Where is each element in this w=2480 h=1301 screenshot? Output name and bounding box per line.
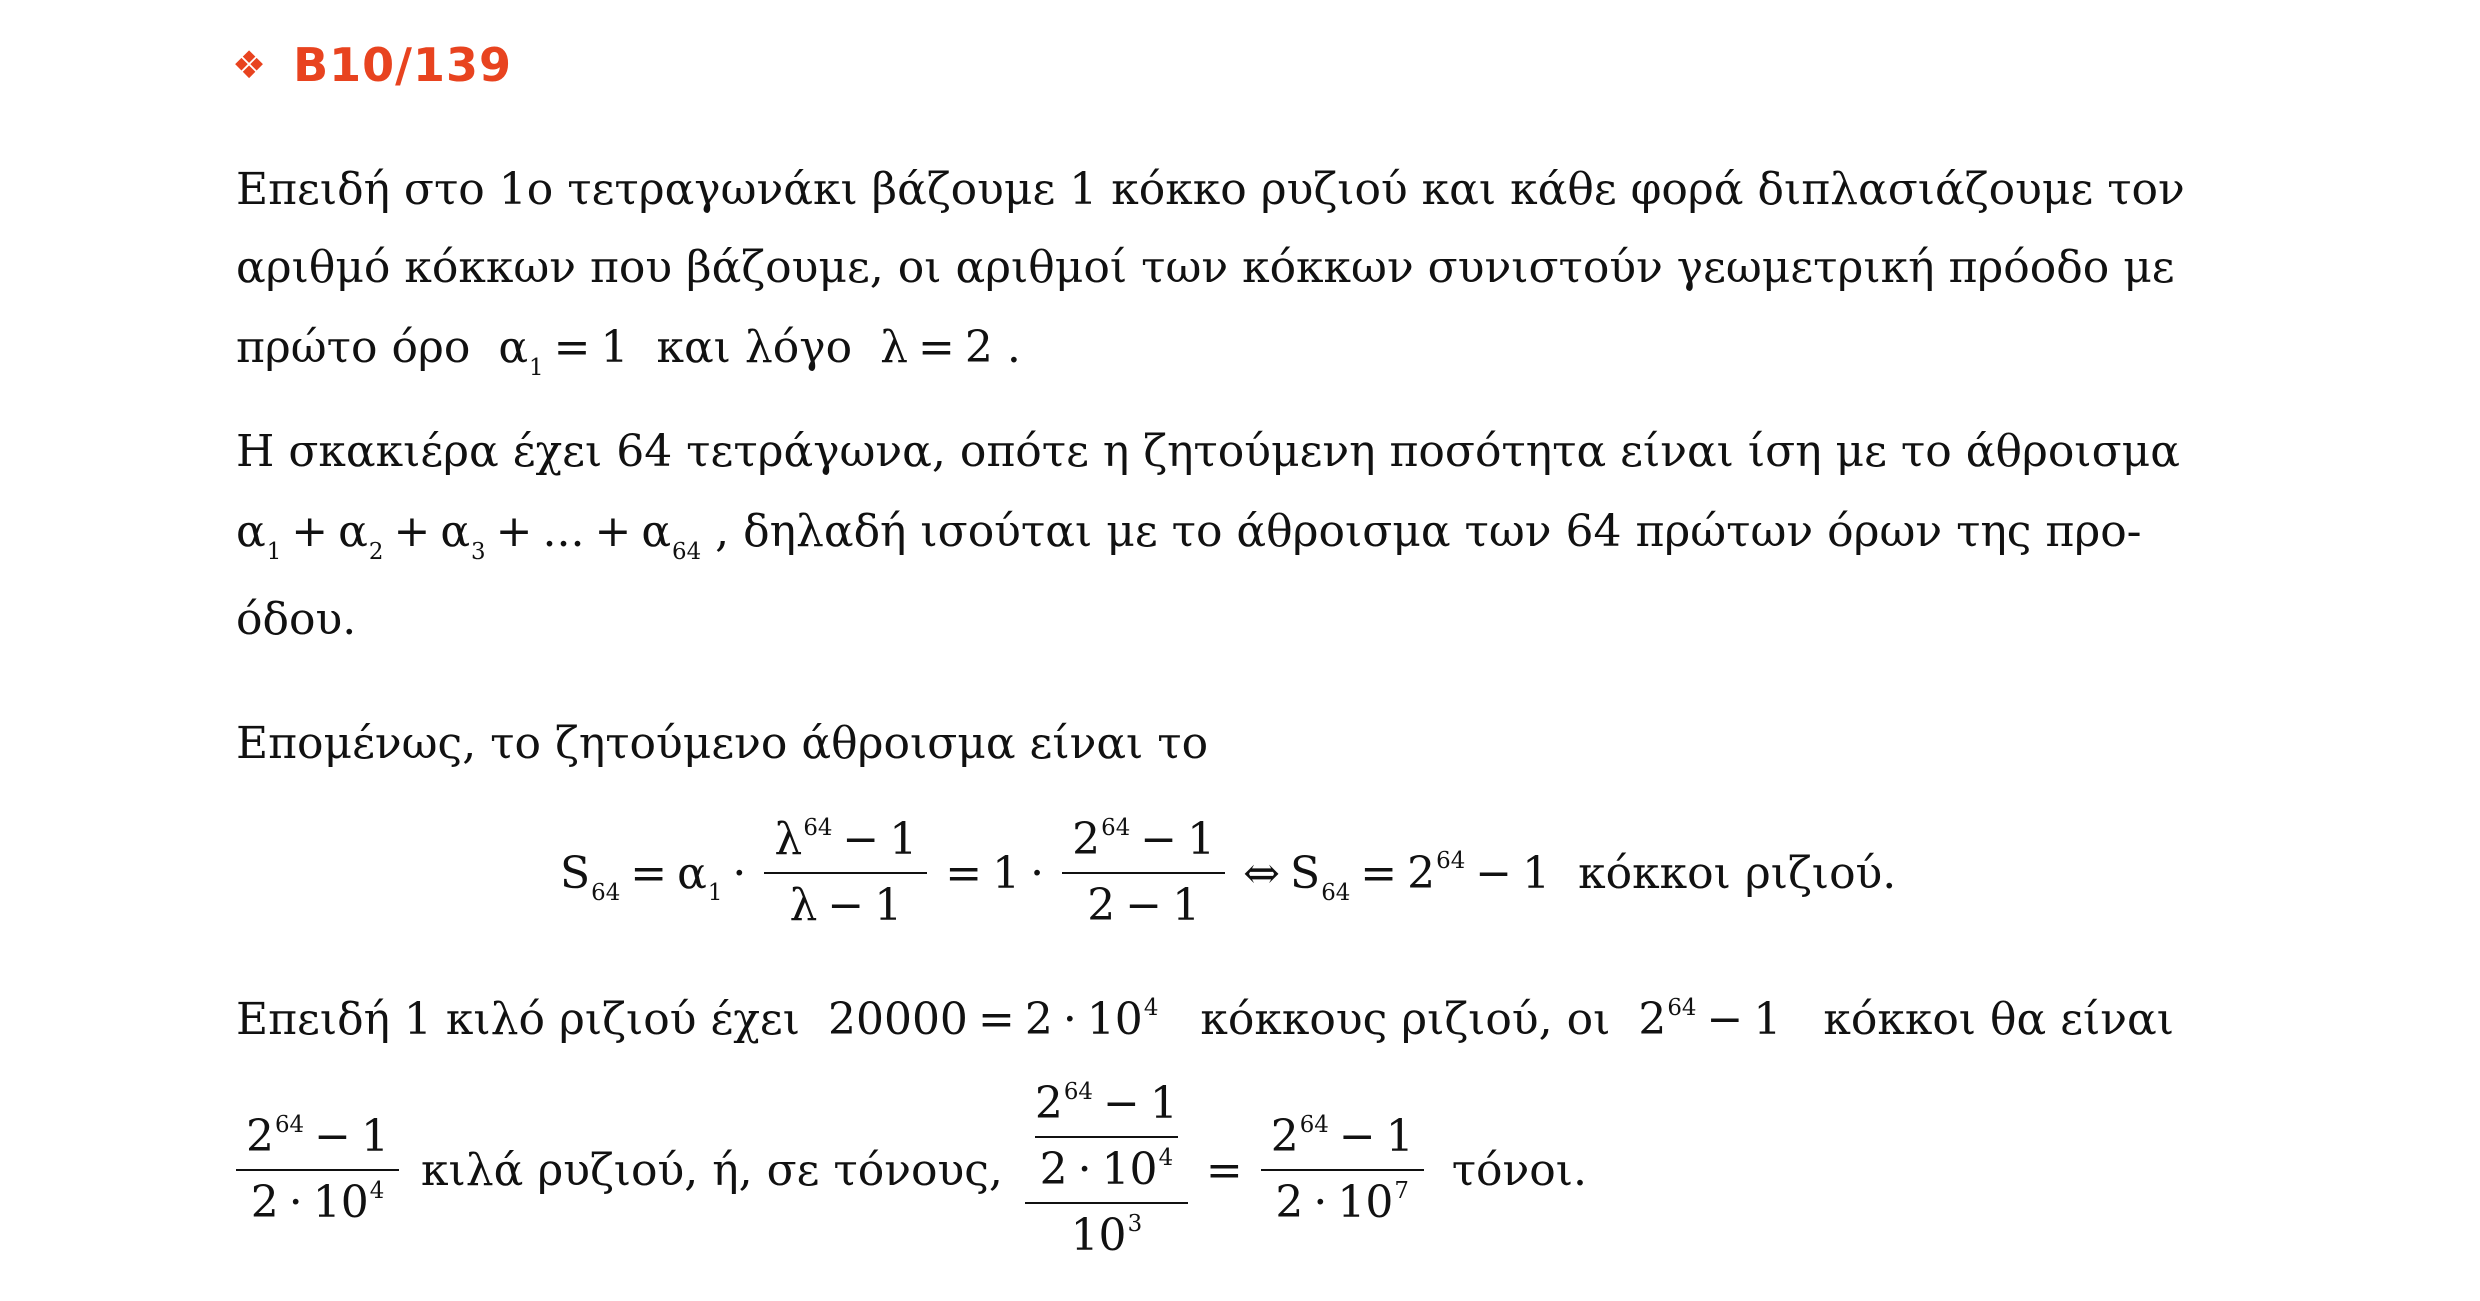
para3-line1: Επομένως, το ζητούμενο άθροισμα είναι το: [236, 718, 1209, 769]
para1-line2: αριθμό κόκκων που βάζουμε, οι αριθμοί των κόκκων συνιστούν γεωμετρική πρόοδο με: [236, 242, 2175, 293]
first-term-formula: $\alpha_1 = 1$: [484, 322, 643, 381]
para4-line1: Επειδή 1 κιλό ριζιού έχει $20000 = 2 \cdot 10^4$ κόκκους ριζιού, οι $2^{64} - 1$ κόκκοι θα είναι: [236, 994, 2174, 1045]
fraction-kilos: $\frac{2^{64} - 1}{2 \cdot 10^4}$: [236, 1105, 399, 1235]
eq-suffix: κόκκοι ριζιού.: [1578, 847, 1897, 899]
heading-label: B10/139: [293, 38, 512, 92]
diamond-bullet-icon: ❖: [232, 43, 268, 87]
fraction-two: $\frac{2^{64} - 1}{2 - 1}$: [1062, 808, 1225, 938]
tonnes-equation: $\frac{2^{64} - 1}{2 \cdot 10^4}$ κιλά ρυζιού, ή, σε τόνους, $2^{64} - 1$ $2 \cdot 10^4$ $10^3$ = $\frac{2^{64} - 1}{2 \cdot 10^7}$ τόνοι.: [236, 1070, 1587, 1270]
para2-line1: Η σκακιέρα έχει 64 τετράγωνα, οπότε η ζητούμενη ποσότητα είναι ίση με το άθροισμα: [236, 426, 2180, 477]
fraction-compound: $2^{64} - 1$ $2 \cdot 10^4$ $10^3$: [1025, 1072, 1188, 1268]
para2-line2: [236, 502, 2142, 565]
para1-line1: Επειδή στο 1ο τετραγωνάκι βάζουμε 1 κόκκο ρυζιού και κάθε φορά διπλασιάζουμε τον: [236, 164, 2185, 215]
ratio-formula: λ = 2 .: [866, 322, 1021, 373]
para2-line2-text: , δηλαδή ισούται με το άθροισμα των 64 πρώτων όρων της προ-: [715, 506, 2142, 557]
fraction-tonnes: $\frac{2^{64} - 1}{2 \cdot 10^7}$: [1261, 1105, 1424, 1235]
para2-line3: όδου.: [236, 594, 357, 645]
para1-line3-text-a: πρώτο όρο: [236, 322, 471, 373]
fraction-lambda: $\frac{\lambda^{64} - 1}{\lambda - 1}$: [764, 808, 927, 938]
sum-equation: $S_{64} = \alpha_1$ · $\frac{\lambda^{64} - 1}{\lambda - 1}$ = 1 · $\frac{2^{64} - 1}{2 - 1}$ ⇔ $S_{64} = 2^{64} - 1$ κόκκοι ριζιού.: [560, 808, 1896, 938]
para1-line3: [236, 318, 1021, 381]
para1-line3-text-b: και λόγο: [656, 322, 853, 373]
section-heading: [232, 38, 512, 92]
sum-terms-formula: $\alpha_1 + \alpha_2 + \alpha_3$ + ... + $\alpha_{64}$: [236, 506, 702, 565]
